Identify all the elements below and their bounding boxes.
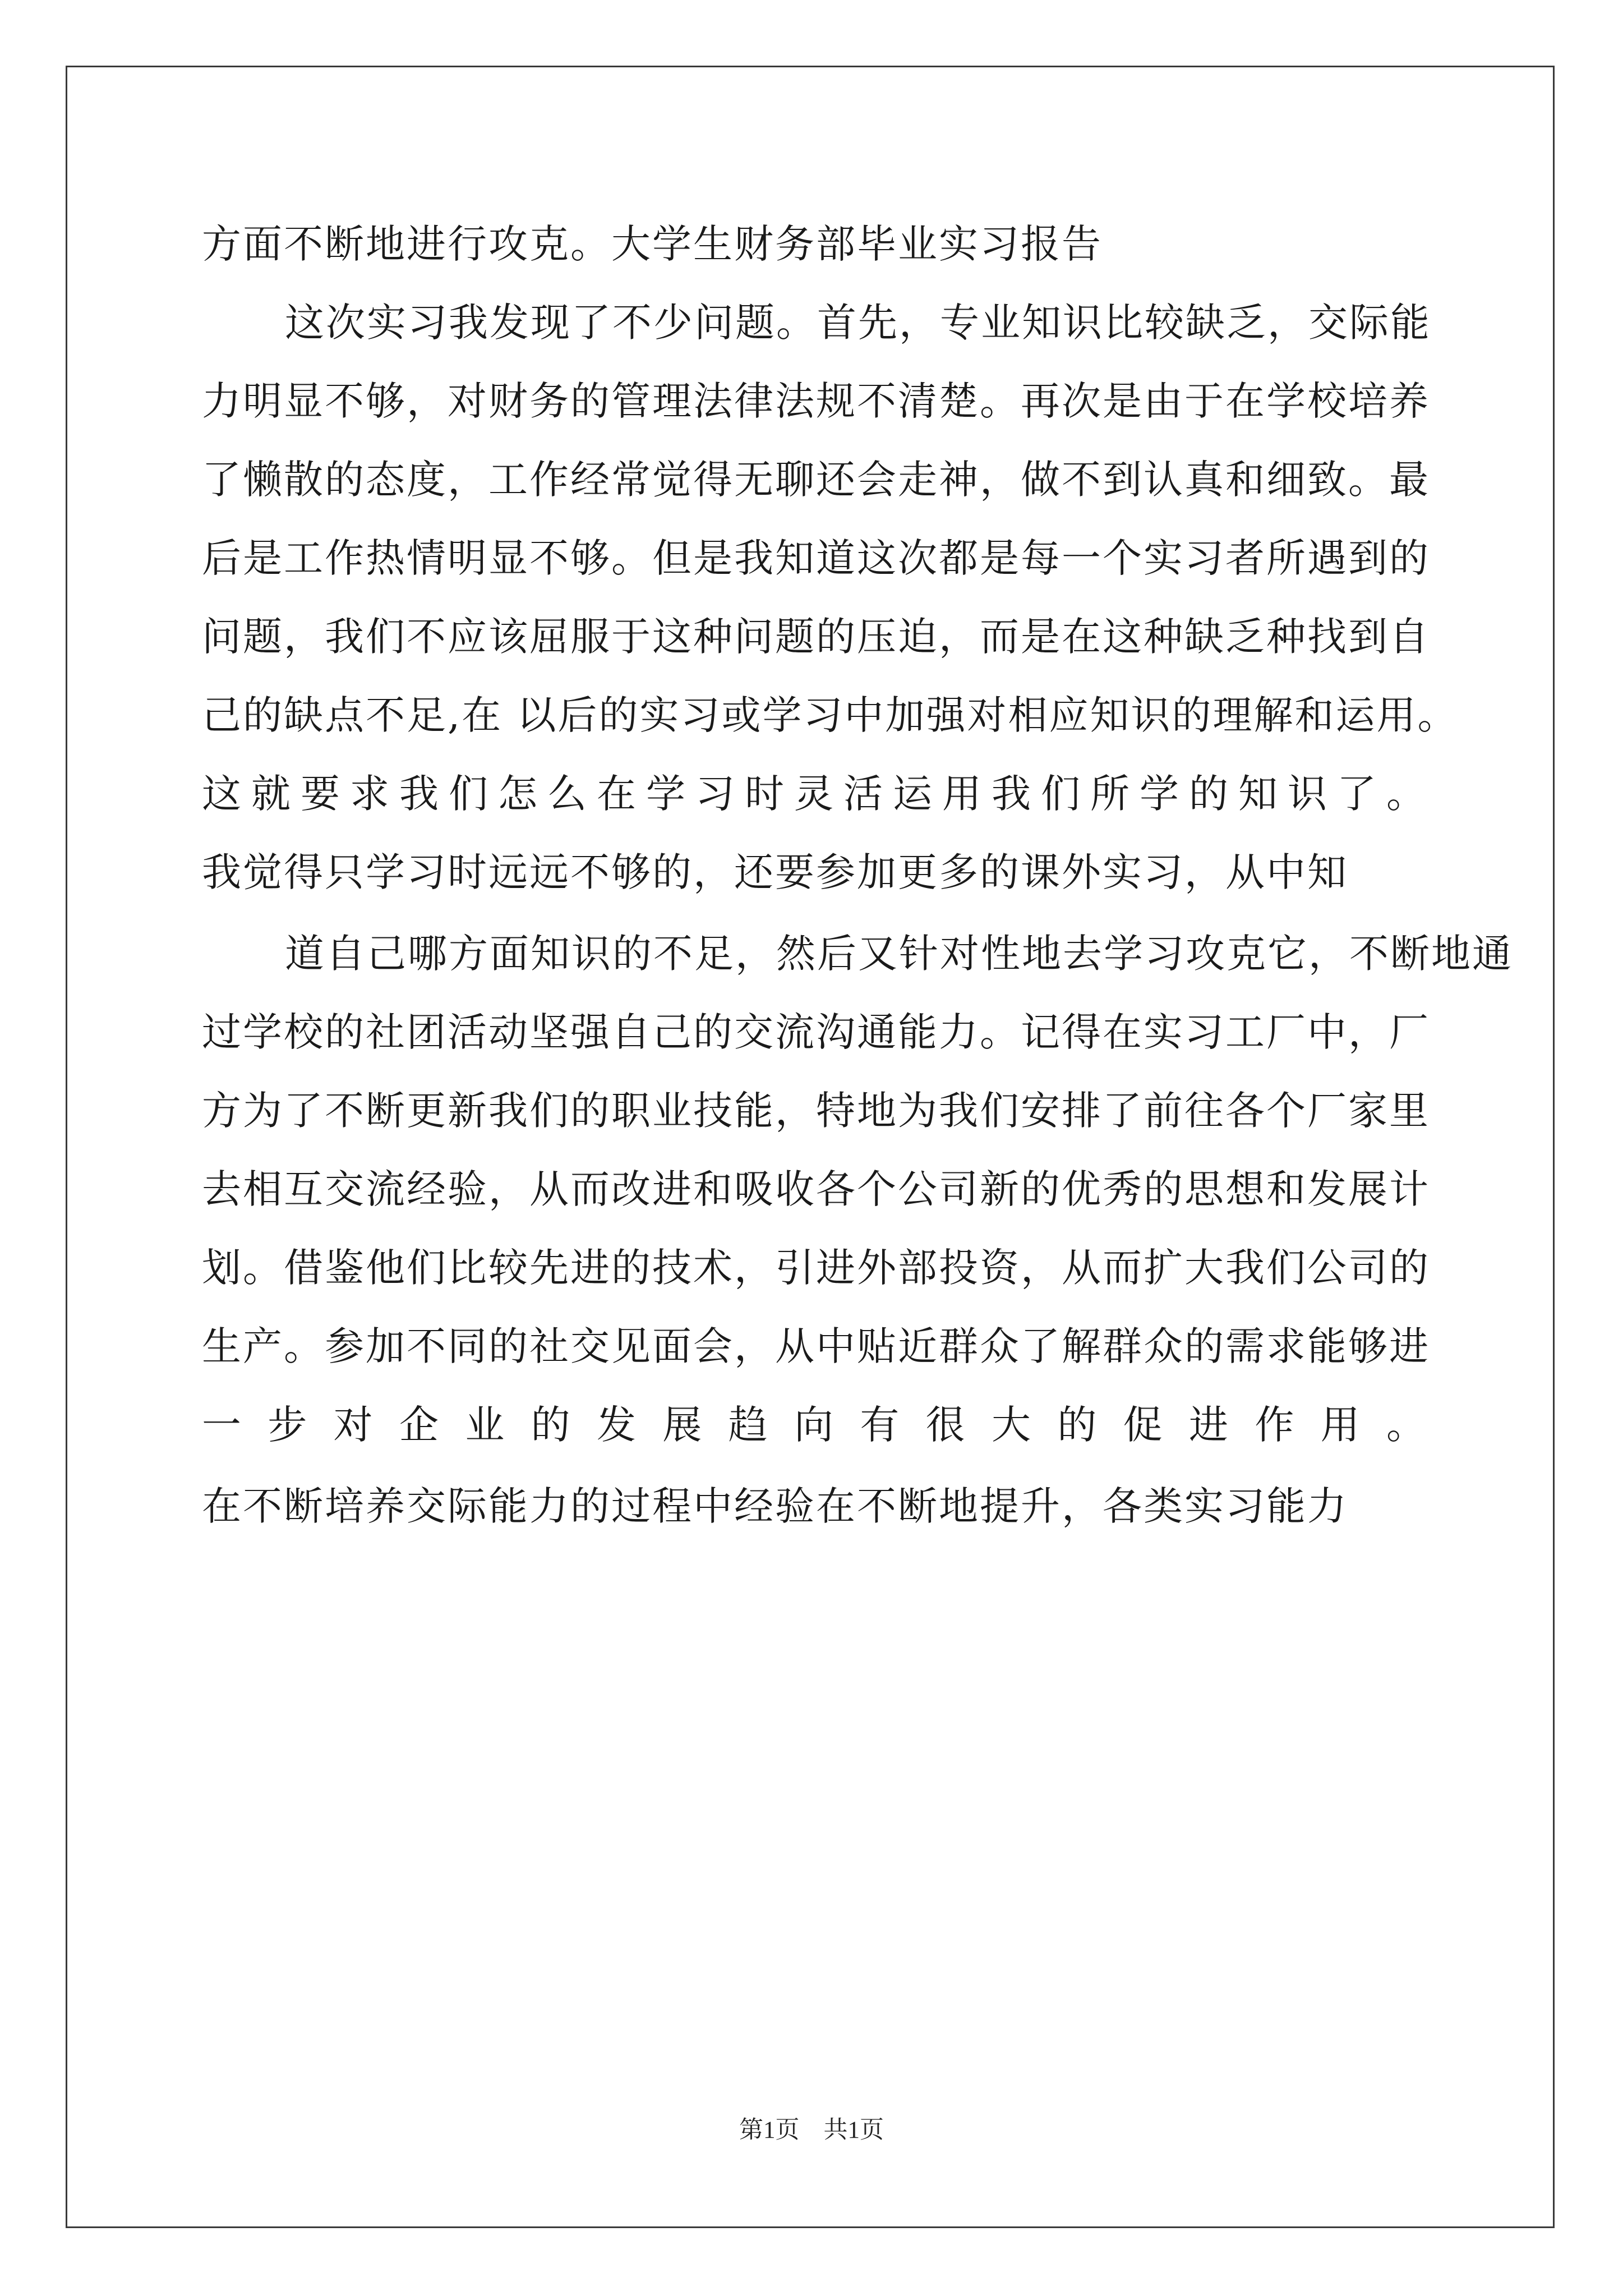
paragraph-first-line: 这次实习我发现了不少问题。首先，专业知识比较缺乏，交际能 bbox=[285, 300, 1431, 346]
text-line: 了懒散的态度，工作经常觉得无聊还会走神，做不到认真和细致。最 bbox=[202, 457, 1430, 503]
text-line: 后是工作热情明显不够。但是我知道这次都是每一个实习者所遇到的 bbox=[202, 535, 1430, 581]
text-line: 方为了不断更新我们的职业技能，特地为我们安排了前往各个厂家里 bbox=[202, 1088, 1430, 1134]
text-line: 己的缺点不足,在 以后的实习或学习中加强对相应知识的理解和运用。 bbox=[202, 692, 1459, 738]
page-footer: 第1页 共1页 bbox=[739, 2117, 884, 2143]
text-line: 我觉得只学习时远远不够的，还要参加更多的课外实习，从中知 bbox=[202, 849, 1348, 895]
text-line: 方面不断地进行攻克。大学生财务部毕业实习报告 bbox=[202, 221, 1103, 267]
text-line: 生产。参加不同的社交见面会，从中贴近群众了解群众的需求能够进 bbox=[202, 1323, 1430, 1369]
text-line: 这就要求我们怎么在学习时灵活运用我们所学的知识了。 bbox=[202, 771, 1427, 817]
text-line: 划。借鉴他们比较先进的技术，引进外部投资，从而扩大我们公司的 bbox=[202, 1245, 1430, 1291]
paragraph-first-line bbox=[285, 1551, 1427, 1618]
text-line: 去相互交流经验，从而改进和吸收各个公司新的优秀的思想和发展计 bbox=[202, 1166, 1430, 1212]
text-line: 在不断培养交际能力的过程中经验在不断地提升，各类实习能力 bbox=[202, 1483, 1348, 1529]
text-line: 过学校的社团活动坚强自己的交流沟通能力。记得在实习工厂中，厂 bbox=[202, 1009, 1430, 1055]
text-line: 力明显不够，对财务的管理法律法规不清楚。再次是由于在学校培养 bbox=[202, 378, 1430, 424]
paragraph-first-line: 道自己哪方面知识的不足，然后又针对性地去学习攻克它，不断地通 bbox=[285, 931, 1513, 977]
text-line: 问题，我们不应该屈服于这种问题的压迫，而是在这种缺乏种找到自 bbox=[202, 614, 1430, 660]
text-line: 一步对企业的发展趋向有很大的促进作用。 bbox=[202, 1402, 1427, 1448]
